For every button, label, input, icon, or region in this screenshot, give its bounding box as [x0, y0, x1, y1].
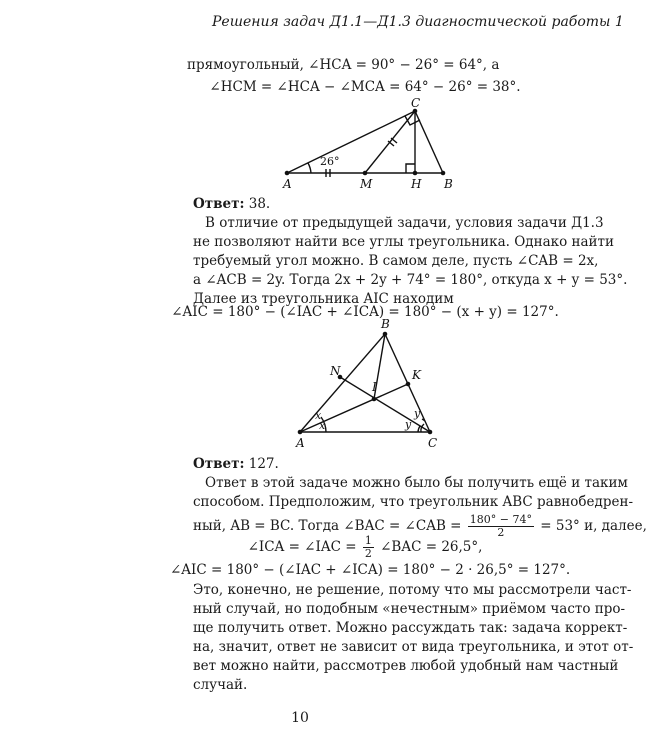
- answer-value: 127.: [248, 456, 279, 472]
- paragraph-3: [193, 581, 634, 695]
- point-a: [285, 171, 290, 176]
- formula-aic: ∠AIC = 180° − (∠IAC + ∠ICA) = 180° − (x + y) = 127°.: [171, 304, 559, 320]
- formula-ica: [185, 534, 545, 560]
- paragraph-line: случай.: [193, 677, 248, 693]
- paragraph-line: не позволяют найти все углы треугольника. Однако найти: [193, 234, 614, 250]
- paragraph-line: на, значит, ответ не зависит от вида треугольника, и этот от-: [193, 639, 634, 655]
- label-x-upper: x: [315, 409, 322, 422]
- label-b: B: [444, 177, 453, 191]
- paragraph-line: Ответ в этой задаче можно было бы получить ещё и таким: [205, 475, 628, 491]
- angle-arc-a: [308, 163, 311, 173]
- paragraph-line: Далее из треугольника AIC находим: [193, 291, 454, 307]
- figure-bisector-triangle: [0, 315, 600, 465]
- paragraph-line: способом. Предположим, что треугольник ABC равнобедрен-: [193, 494, 634, 510]
- paragraph-line: ный случай, но подобным «нечестным» приёмом часто про-: [193, 601, 626, 617]
- label-a: A: [296, 436, 305, 450]
- label-b: B: [381, 317, 390, 331]
- answer-1: [193, 196, 270, 212]
- solution-line-2: ∠HCM = ∠HCA − ∠MCA = 64° − 26° = 38°.: [209, 79, 521, 95]
- fraction-denominator: 2: [497, 526, 505, 539]
- paragraph-1: [193, 214, 628, 309]
- label-m: M: [360, 177, 373, 191]
- paragraph-line: ще получить ответ. Можно рассуждать так: задача коррект-: [193, 620, 628, 636]
- paragraph-line: требуемый угол можно. В самом деле, пусть ∠CAB = 2x,: [193, 253, 599, 269]
- text-segment: ный, AB = BC. Тогда ∠BAC = ∠CAB =: [193, 518, 462, 534]
- bisector-cn: [340, 377, 430, 432]
- label-c: C: [428, 436, 438, 450]
- label-n: N: [330, 364, 341, 378]
- answer-2: [193, 456, 279, 472]
- point-b: [383, 332, 388, 337]
- label-i: I: [372, 380, 377, 394]
- paragraph-line: В отличие от предыдущей задачи, условия задачи Д1.3: [205, 215, 604, 231]
- page-number: 10: [291, 710, 309, 726]
- solution-line-1: прямоугольный, ∠HCA = 90° − 26° = 64°, а: [187, 57, 500, 73]
- formula-part: ∠ICA = ∠IAC =: [247, 539, 357, 555]
- formula-aic-special: ∠AIC = 180° − (∠IAC + ∠ICA) = 180° − 2 · 26,5° = 127°.: [170, 562, 571, 578]
- figure-right-triangle: [0, 0, 624, 200]
- fraction-half: [363, 535, 374, 560]
- answer-label: Ответ:: [193, 196, 245, 212]
- point-i: [372, 397, 377, 402]
- label-y-upper: y: [414, 407, 421, 420]
- label-x-lower: x: [319, 419, 326, 432]
- formula-part: ∠BAC = 26,5°,: [380, 539, 483, 555]
- point-k: [406, 382, 411, 387]
- angle-label: 26°: [320, 155, 340, 168]
- label-h: H: [411, 177, 422, 191]
- paragraph-line: а ∠ACB = 2y. Тогда 2x + 2y + 74° = 180°, откуда x + y = 53°.: [193, 272, 628, 288]
- point-b: [441, 171, 446, 176]
- fraction-numerator: 1: [364, 534, 372, 547]
- paragraph-2: [193, 474, 647, 540]
- paragraph-line: Это, конечно, не решение, потому что мы рассмотрели част-: [193, 582, 632, 598]
- label-y-lower: y: [405, 418, 412, 431]
- point-c: [428, 430, 433, 435]
- answer-value: 38.: [248, 196, 271, 212]
- point-m: [363, 171, 368, 176]
- fraction-denominator: 2: [364, 547, 372, 560]
- text-segment: = 53° и, далее,: [540, 518, 647, 534]
- point-h: [413, 171, 418, 176]
- label-a: A: [283, 177, 292, 191]
- running-header: Решения задач Д1.1—Д1.3 диагностической работы 1: [212, 14, 624, 30]
- point-a: [298, 430, 303, 435]
- label-c: C: [411, 96, 421, 110]
- fraction-numerator: 180° − 74°: [469, 513, 532, 526]
- answer-label: Ответ:: [193, 456, 245, 472]
- paragraph-line: вет можно найти, рассмотрев любой удобный нам частный: [193, 658, 619, 674]
- angle-arc-c-1: [418, 426, 420, 432]
- label-k: K: [412, 368, 421, 382]
